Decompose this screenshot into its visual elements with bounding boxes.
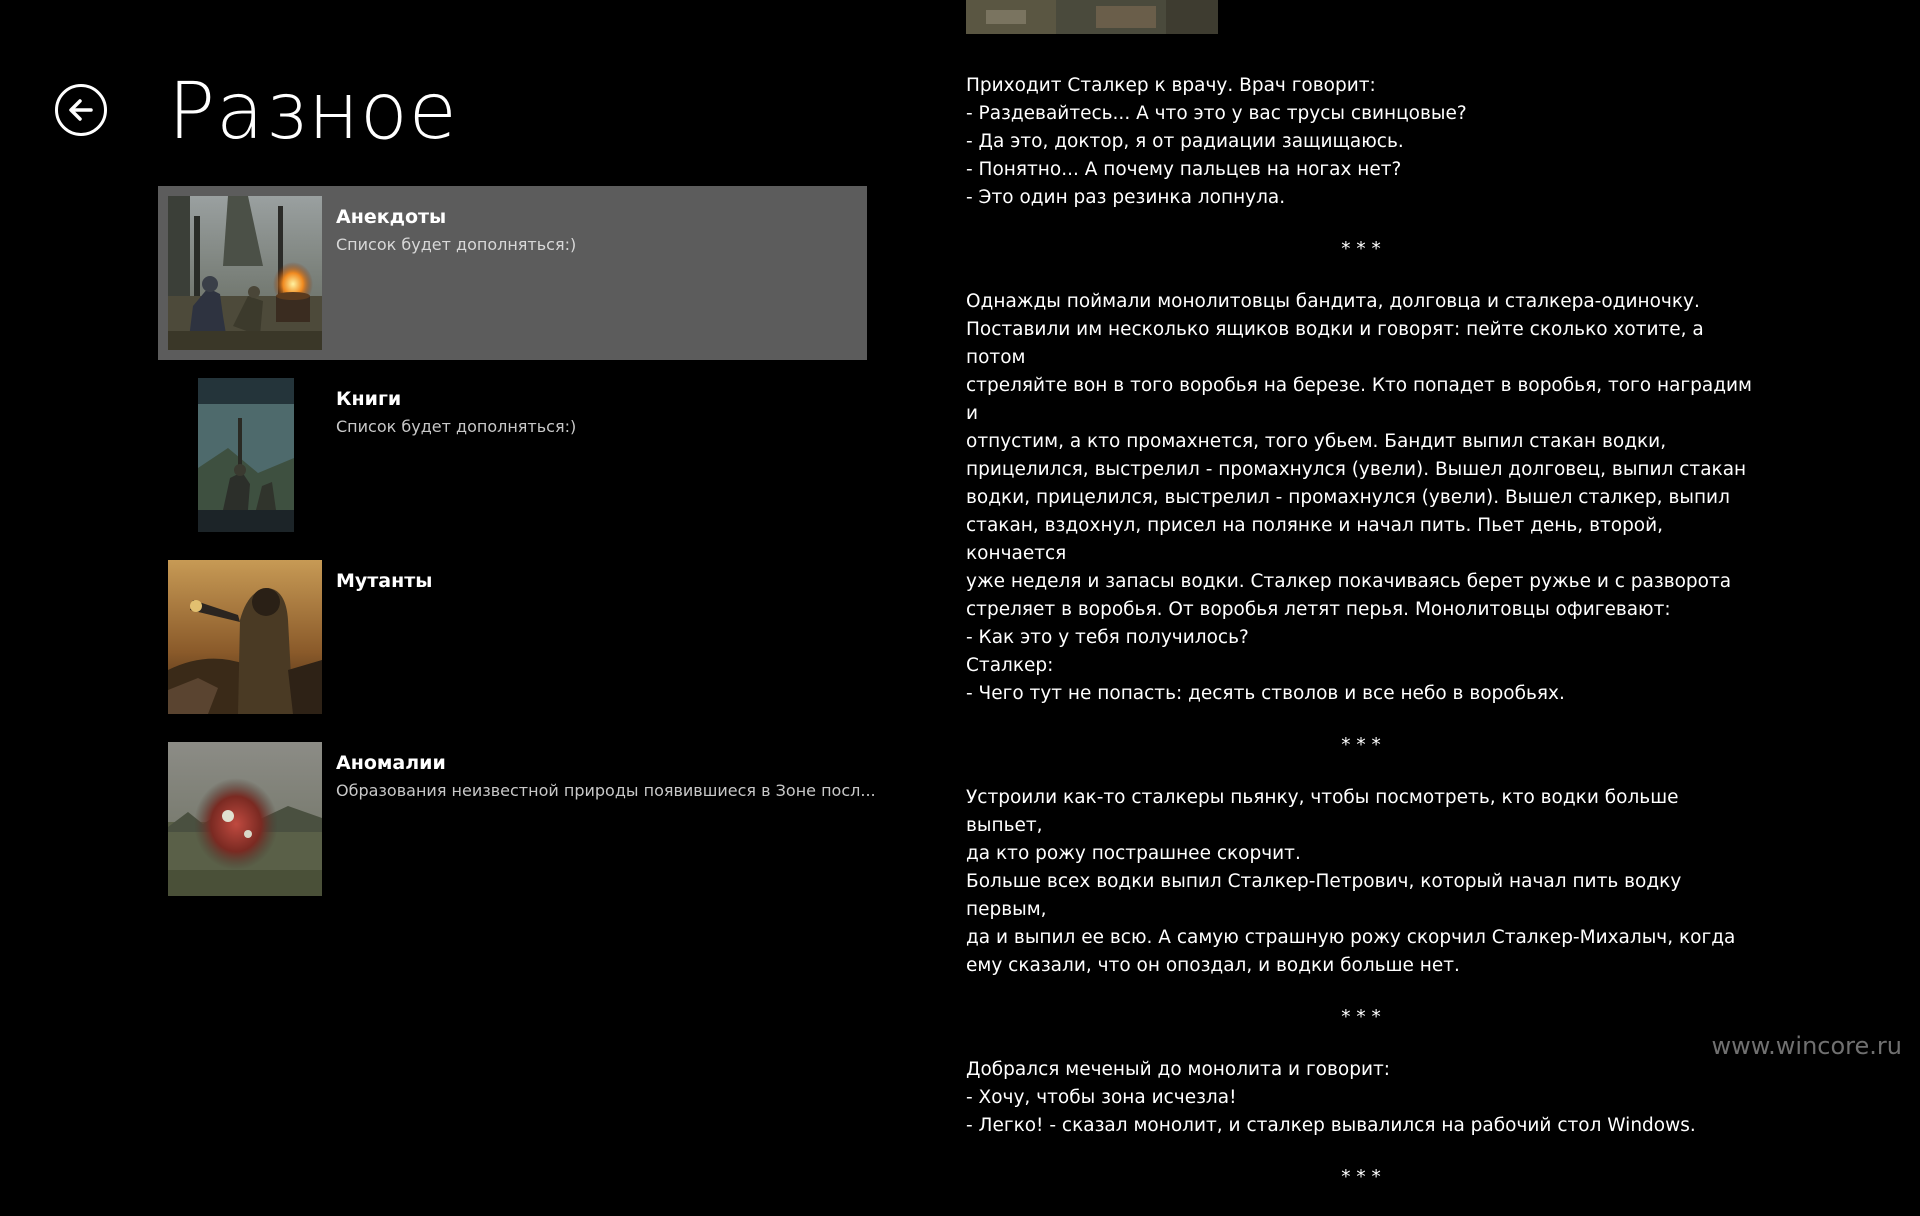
category-subtitle: Образования неизвестной природы появившиеся в Зоне посл... [336, 781, 876, 800]
story-line: ему сказали, что он опоздал, и водки больше нет. [966, 955, 1460, 976]
campfire-stalker-image [168, 196, 322, 350]
story-line: отпустим, а кто промахнется, того убьем. Бандит выпил стакан водки, [966, 431, 1667, 452]
anomaly-image [168, 742, 322, 896]
story-line: - Как это у тебя получилось? [966, 627, 1249, 648]
category-item-knigi[interactable] [158, 368, 867, 542]
story-line: Сталкер: [966, 655, 1054, 676]
story-line: Поставили им несколько ящиков водки и говорят: пейте сколько хотите, а потом [966, 319, 1704, 368]
category-list [158, 186, 876, 914]
story-line: Приходит Сталкер к врачу. Врач говорит: [966, 75, 1376, 96]
category-subtitle: Список будет дополняться:) [336, 417, 577, 436]
story-line: - Легко! - сказал монолит, и сталкер вывалился на рабочий стол Windows. [966, 1115, 1696, 1136]
back-button[interactable] [55, 84, 107, 136]
back-arrow-icon [65, 94, 97, 126]
story-separator: * * * [1341, 735, 1381, 756]
story-line: - Да это, доктор, я от радиации защищаюсь. [966, 131, 1404, 152]
story-line: - Раздевайтесь... А что это у вас трусы свинцовые? [966, 103, 1467, 124]
story-block [966, 72, 1756, 212]
story-separator: * * * [1341, 1167, 1381, 1188]
category-title: Анекдоты [336, 206, 447, 228]
story-line: Однажды поймали монолитовцы бандита, долговца и сталкера-одиночку. [966, 291, 1700, 312]
content-image [966, 0, 1218, 34]
category-title: Книги [336, 388, 402, 410]
story-line: стакан, вздохнул, присел на полянке и начал пить. Пьет день, второй, кончается [966, 515, 1664, 564]
story-line: Добрался меченый до монолита и говорит: [966, 1059, 1390, 1080]
story-separator: * * * [1341, 1007, 1381, 1028]
category-title: Аномалии [336, 752, 446, 774]
book-cover-image [168, 378, 322, 532]
category-item-mutanty[interactable] [158, 550, 867, 724]
story-line: стреляет в воробья. От воробья летят перья. Монолитовцы офигевают: [966, 599, 1671, 620]
page-title: Разное [168, 67, 458, 157]
category-subtitle: Список будет дополняться:) [336, 235, 577, 254]
category-title: Мутанты [336, 570, 433, 592]
story-line: уже неделя и запасы водки. Сталкер покачиваясь берет ружье и с разворота [966, 571, 1732, 592]
mutant-image [168, 560, 322, 714]
category-item-anomalii[interactable] [158, 732, 876, 906]
story-line: - Чего тут не попасть: десять стволов и все небо в воробьях. [966, 683, 1565, 704]
story-line: стреляйте вон в того воробья на березе. Кто попадет в воробья, того наградим и [966, 375, 1752, 424]
watermark: www.wincore.ru [1711, 1032, 1902, 1060]
story-line: водки, прицелился, выстрелил - промахнулся (увели). Вышел сталкер, выпил [966, 487, 1730, 508]
story-text [966, 72, 1756, 1216]
story-line: - Хочу, чтобы зона исчезла! [966, 1087, 1237, 1108]
story-line: прицелился, выстрелил - промахнулся (увели). Вышел долговец, выпил стакан [966, 459, 1747, 480]
story-line: да и выпил ее всю. А самую страшную рожу скорчил Сталкер-Михалыч, когда [966, 927, 1736, 948]
story-block [966, 288, 1756, 708]
story-line: - Это один раз резинка лопнула. [966, 187, 1286, 208]
story-line: да кто рожу пострашнее скорчит. [966, 843, 1301, 864]
story-separator: * * * [1341, 239, 1381, 260]
category-item-anekdoty[interactable] [158, 186, 867, 360]
content-panel[interactable] [966, 0, 1766, 1188]
story-line: Больше всех водки выпил Сталкер-Петрович, который начал пить водку первым, [966, 871, 1682, 920]
story-line: Устроили как-то сталкеры пьянку, чтобы посмотреть, кто водки больше выпьет, [966, 787, 1679, 836]
story-block [966, 784, 1756, 980]
story-block [966, 1056, 1756, 1140]
story-line: - Понятно... А почему пальцев на ногах нет? [966, 159, 1402, 180]
